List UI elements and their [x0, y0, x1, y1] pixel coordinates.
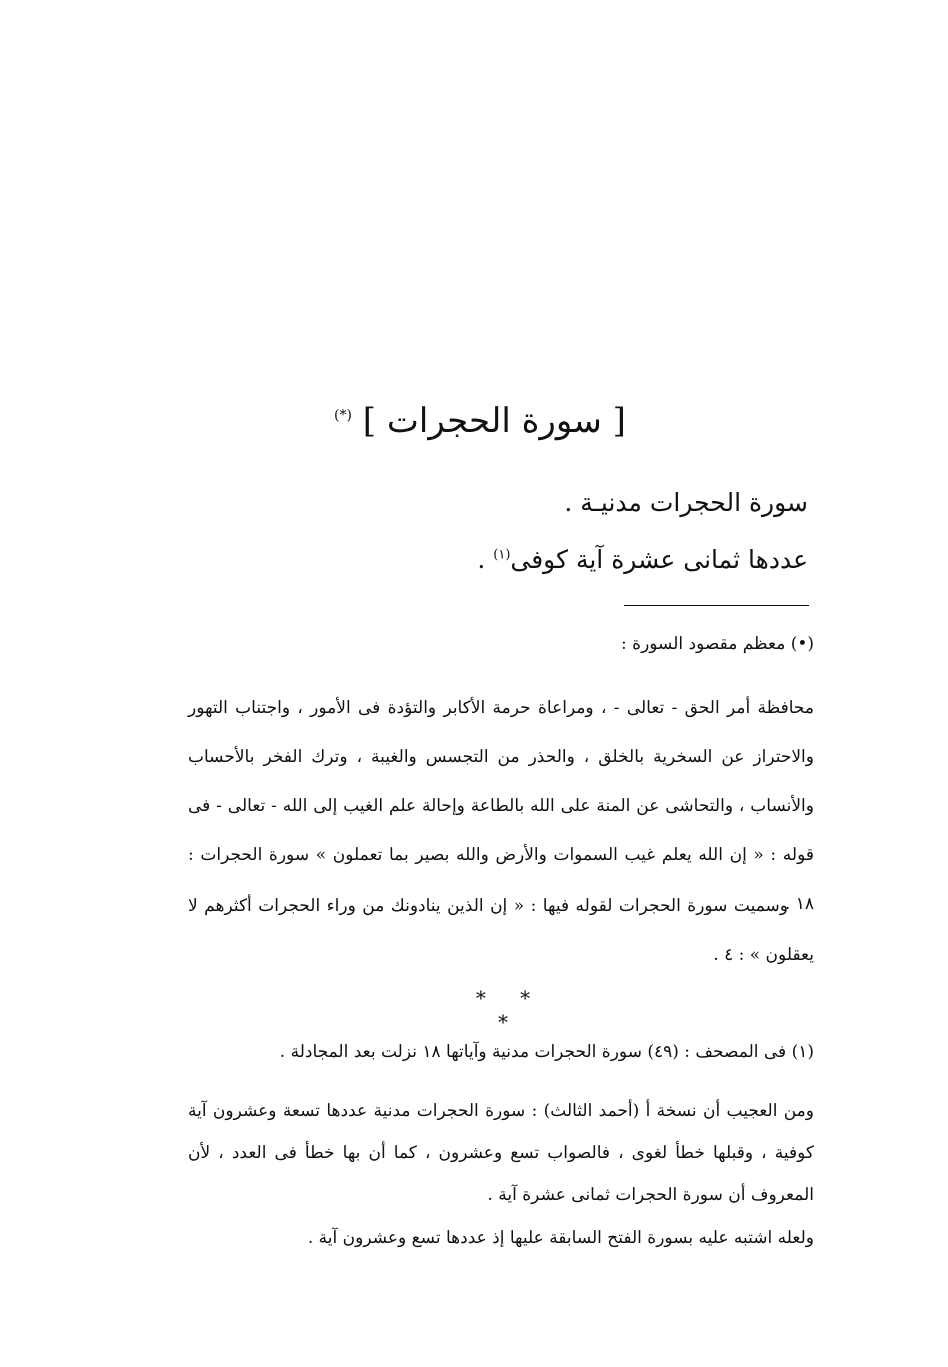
intro-line-2-text: عددها ثمانى عشرة آية كوفى [510, 545, 808, 574]
intro-line-2-end: . [477, 545, 494, 574]
intro-line-1: سورة الحجرات مدنيـة . [564, 488, 808, 517]
title-footnote-mark: (*) [334, 407, 352, 424]
intro-line-2 [477, 545, 808, 574]
footnote-divider [624, 605, 809, 606]
surah-title [330, 398, 630, 446]
section-separator: * * * [475, 986, 545, 1034]
note-paragraph-1: محافظة أمر الحق - تعالى - ، ومراعاة حرمة الأكابر والتؤدة فى الأمور ، واجتناب التهور والاحتراز عن السخرية بالخلق ، والحذر من التجسس والغيبة ، وترك الفخر بالأحساب والأنساب ، والتحاشى عن المنة على الله بالطاعة وإحالة علم الغيب إلى الله - تعالى - فى قوله : « إن الله يعلم غيب السموات والأرض والله بصير بما تعملون » سورة الحجرات : ١٨ . [188, 698, 814, 914]
footnote-3: ولعله اشتبه عليه بسورة الفتح السابقة عليها إذ عددها تسع وعشرون آية . [307, 1228, 814, 1248]
surah-title-text: [ سورة الحجرات ] [362, 401, 626, 441]
note-paragraph-2: وسميت سورة الحجرات لقوله فيها : « إن الذين ينادونك من وراء الحجرات أكثرهم لا يعقلون » : ٤ . [188, 896, 814, 965]
intro-footnote-mark: (١) [493, 547, 511, 563]
note-heading: (•) معظم مقصود السورة : [621, 634, 814, 654]
footnote-1: (١) فى المصحف : (٤٩) سورة الحجرات مدنية وآياتها ١٨ نزلت بعد المجادلة . [279, 1042, 814, 1062]
footnote-2: ومن العجيب أن نسخة أ (أحمد الثالث) : سورة الحجرات مدنية عددها تسعة وعشرون آية كوفية ، وقبلها خطأ لغوى ، فالصواب تسع وعشرون ، كما أن بها خطأ فى العدد ، لأن المعروف أن سورة الحجرات ثمانى عشرة آية . [188, 1101, 814, 1205]
